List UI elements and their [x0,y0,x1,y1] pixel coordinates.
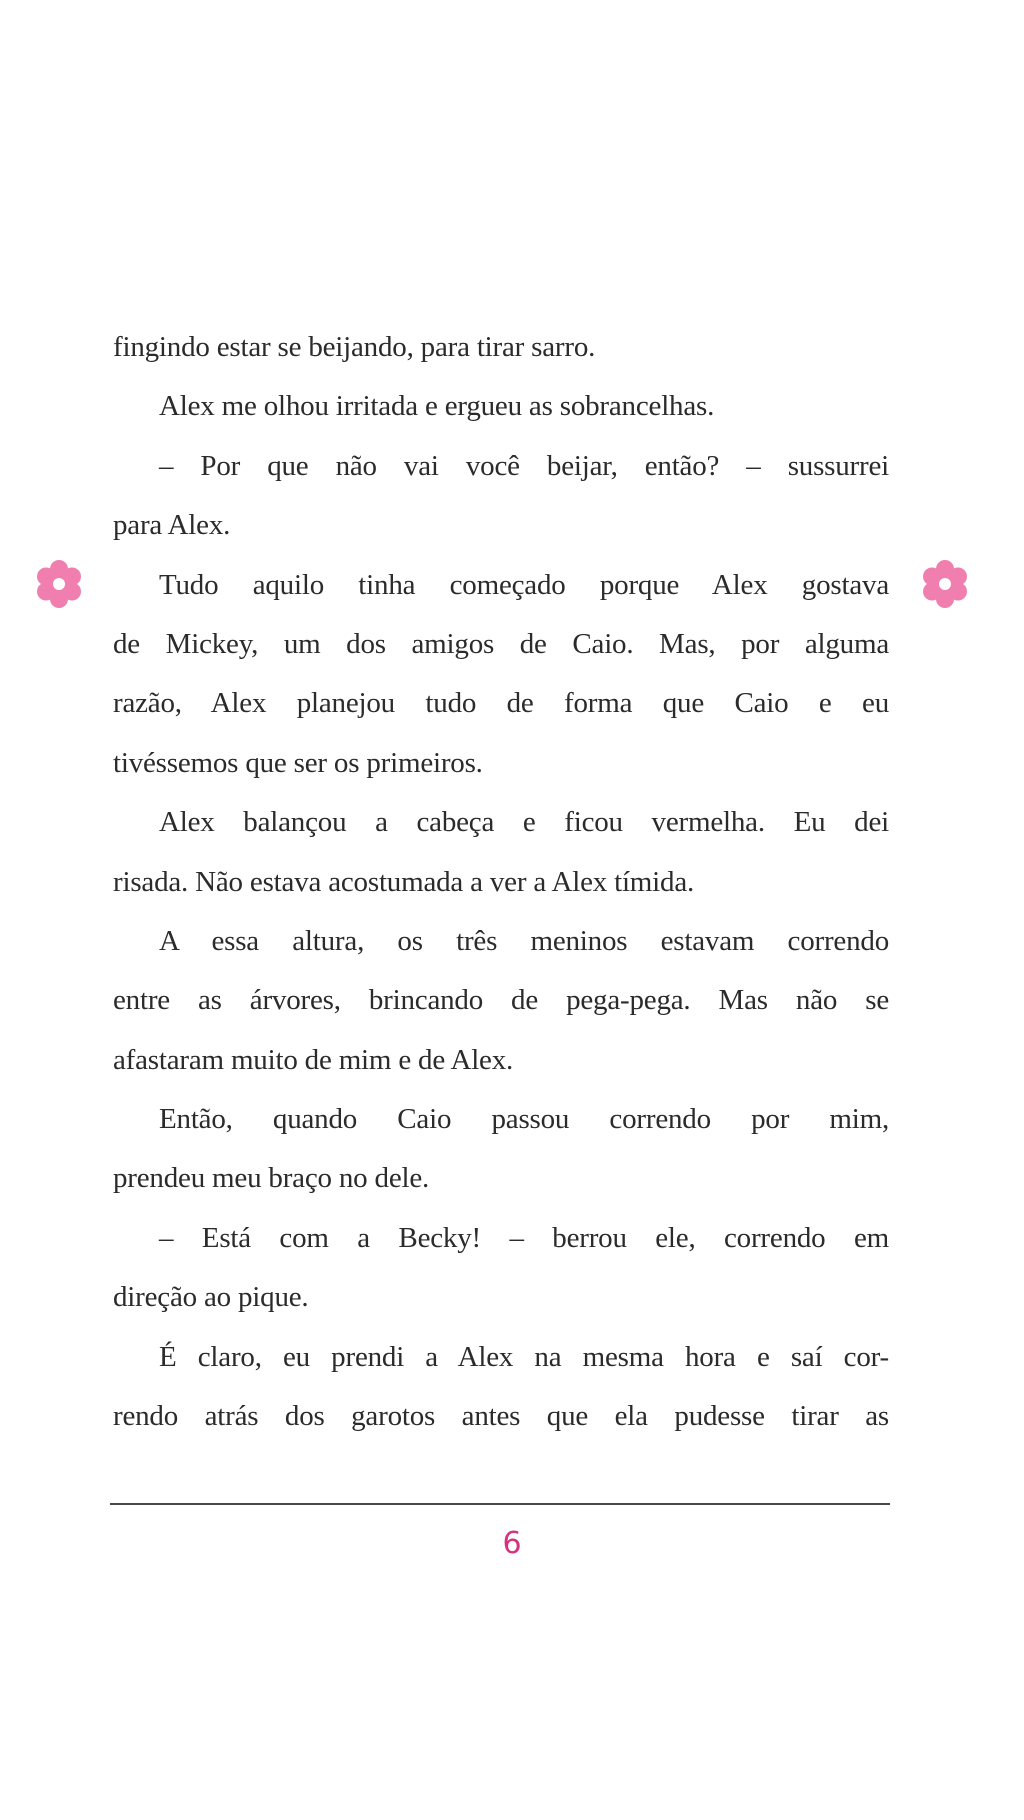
text-line: direção ao pique. [113,1281,309,1314]
text-line: afastaram muito de mim e de Alex. [113,1043,514,1076]
text-line: Alex me olhou irritada e ergueu as sobrancelhas. [159,390,715,423]
body-text [113,318,889,1446]
text-line: para Alex. [113,509,231,542]
text-line: – Está com a Becky! – berrou ele, correndo em [159,1221,889,1254]
text-line: Então, quando Caio passou correndo por mim, [159,1103,889,1136]
text-line: de Mickey, um dos amigos de Caio. Mas, por alguma [113,627,889,660]
page-number: 6 [502,1526,522,1561]
footer-rule [110,1503,890,1505]
text-line: razão, Alex planejou tudo de forma que Caio e eu [113,687,889,720]
text-line: É claro, eu prendi a Alex na mesma hora e saí cor- [159,1340,889,1373]
text-line: risada. Não estava acostumada a ver a Alex tímida. [113,865,695,898]
text-line: Tudo aquilo tinha começado porque Alex gostava [159,568,889,601]
text-line: – Por que não vai você beijar, então? – sussurrei [159,449,889,482]
text-line: rendo atrás dos garotos antes que ela pudesse tirar as [113,1400,889,1433]
text-line: entre as árvores, brincando de pega-pega. Mas não se [113,984,889,1017]
text-line: tivéssemos que ser os primeiros. [113,746,483,779]
text-line: Alex balançou a cabeça e ficou vermelha. Eu dei [159,806,889,839]
text-line: prendeu meu braço no dele. [113,1162,430,1195]
text-line: A essa altura, os três meninos estavam correndo [159,924,889,957]
flower-icon [919,558,971,610]
flower-icon [33,558,85,610]
text-line: fingindo estar se beijando, para tirar sarro. [113,331,596,363]
